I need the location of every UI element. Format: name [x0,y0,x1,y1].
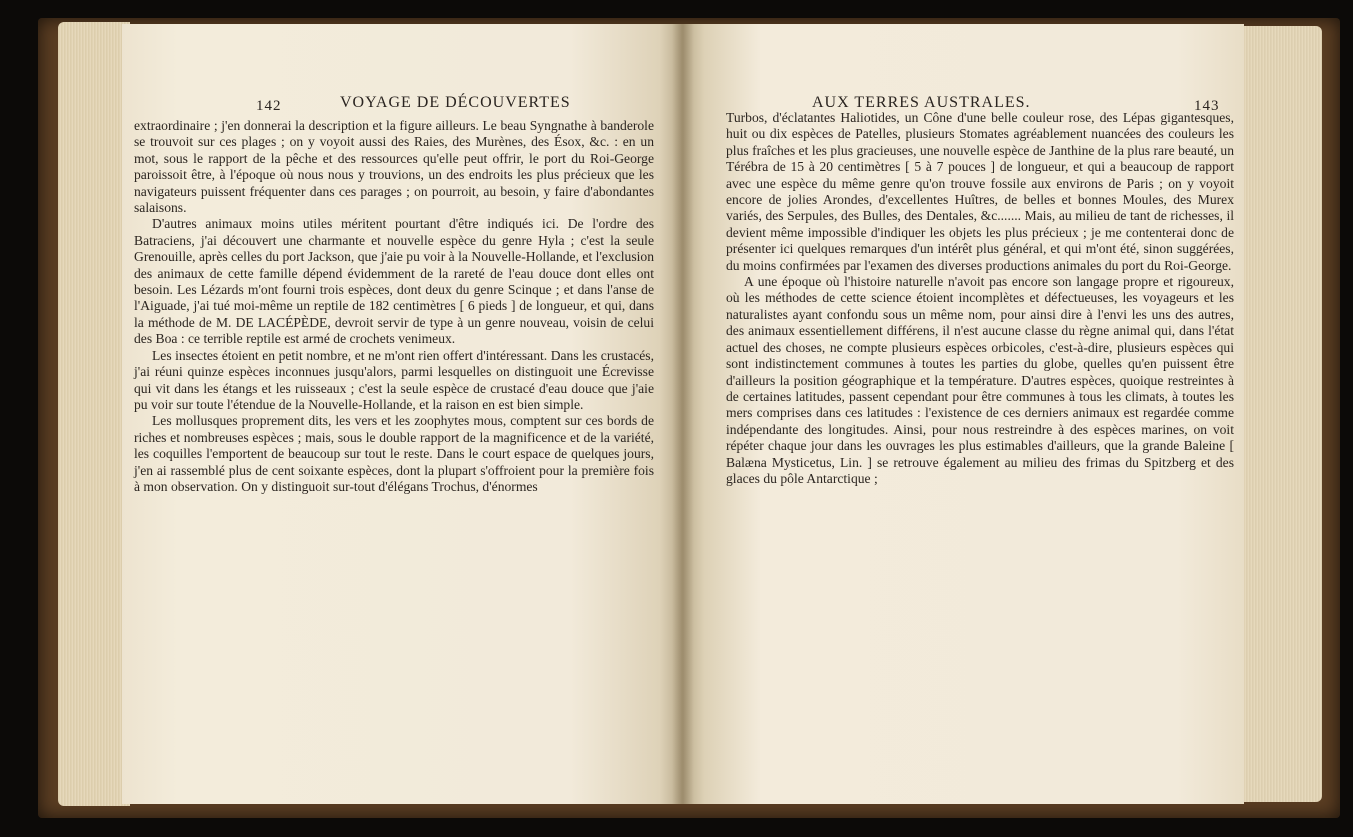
left-body-text [134,118,654,495]
left-page-header [122,88,682,118]
paragraph: Turbos, d'éclatantes Haliotides, un Cône d'une belle couleur rose, des Lépas gigantesques, huit ou dix espèces de Patelles, plusieurs Stomates agréablement nuancées des couleurs les plus fraîches et les plus gracieuses, une nouvelle espèce de Janthine de la plus rare beauté, un Térébra de 15 à 20 centimètres [ 5 à 7 pouces ] de longueur, et qui a beaucoup de rapport avec une espèce du même genre qu'on trouve fossile aux environs de Paris ; on y voyoit encore de jolies Arondes, d'excellentes Huîtres, de belles et bonnes Moules, des Murex variés, des Serpules, des Bulles, des Dentales, &c....... Mais, au milieu de tant de richesses, il devient même impossible d'indiquer les objets les plus précieux ; je me contenterai donc de présenter ici quelques remarques d'un intérêt plus général, et qui m'ont été, sinon suggérées, du moins confirmées par l'examen des diverses productions animales du port du Roi-George. [726,110,1234,273]
paragraph: Les insectes étoient en petit nombre, et ne m'ont rien offert d'intéressant. Dans les crustacés, j'ai réuni quinze espèces inconnues jusqu'alors, parmi lesquelles on distinguoit une Écrevisse qui vit dans les étangs et les ruisseaux ; c'est la seule espèce de crustacé d'eau douce que j'aie pu voir sur toute l'étendue de la Nouvelle-Hollande, et la raison en est bien simple. [134,347,654,412]
page-edges-right [1240,26,1322,802]
running-title: VOYAGE DE DÉCOUVERTES [340,94,571,111]
left-page [122,24,682,804]
paragraph: extraordinaire ; j'en donnerai la description et la figure ailleurs. Le beau Syngnathe à banderole se trouvoit sur ces plages ; on y voyoit aussi des Raies, des Murènes, des Ésox, &c. : en un mot, sous le rapport de la pêche et des ressources qu'elle peut offrir, le port du Roi-George paroissoit être, à l'époque où nous nous y trouvions, un des endroits les plus précieux que les navigateurs puissent fréquenter dans ces parages ; on pourroit, au besoin, y faire d'abondantes salaisons. [134,118,654,216]
paragraph: D'autres animaux moins utiles méritent pourtant d'être indiqués ici. De l'ordre des Batraciens, j'ai découvert une charmante et nouvelle espèce du genre Hyla ; c'est la seule Grenouille, après celles du port Jackson, que j'aie pu voir à la Nouvelle-Hollande, et l'exclusion des animaux de cette famille dépend évidemment de la rareté de l'eau douce dont elles ont besoin. Les Lézards m'ont fourni trois espèces, dont deux du genre Scinque ; et dans l'anse de l'Aiguade, j'ai tué moi-même un reptile de 182 centimètres [ 6 pieds ] de longueur, et qui, dans la méthode de M. DE LACÉPÈDE, devroit servir de type à un genre nouveau, voisin de celui des Boa : ce terrible reptile est armé de crochets venimeux. [134,216,654,347]
book-gutter [672,24,694,804]
page-edges-left [58,22,130,806]
paragraph: Les mollusques proprement dits, les vers et les zoophytes mous, comptent sur ces bords de riches et nombreuses espèces ; mais, sous le double rapport de la magnificence et de la variété, les coquilles l'emportent de beaucoup sur tout le reste. Dans le court espace de quelques jours, j'en ai rassemblé plus de cent soixante espèces, dont la plupart s'offroient pour la première fois à mon observation. On y distinguoit sur-tout d'élégans Trochus, d'énormes [134,413,654,494]
page-number: 143 [1194,98,1220,114]
right-page [682,24,1244,804]
page-number: 142 [256,98,282,114]
paragraph: A une époque où l'histoire naturelle n'avoit pas encore son langage propre et rigoureux, où les méthodes de cette science étoient incomplètes et défectueuses, les voyageurs et les naturalistes ayant confondu sous un même nom, pour ainsi dire à l'envi les uns des autres, des animaux essentiellement différens, il n'est aucune classe du règne animal qui, dans l'état actuel des choses, ne compte plusieurs espèces orbicoles, c'est-à-dire, plusieurs espèces qui sont indistinctement communes à toutes les parties du globe, quelles qu'en puissent être d'ailleurs la position géographique et la température. D'autres espèces, quoique restreintes à de certaines latitudes, passent cependant pour être communes à tous les climats, à toutes les mers comprises dans ces latitudes : l'existence de ces derniers animaux est regardée comme indépendante des longitudes. Ainsi, pour nous restreindre à des espèces marines, on voit répéter chaque jour dans les ouvrages les plus estimables d'ailleurs, que la grande Baleine [ Balæna Mysticetus, Lin. ] se retrouve également au milieu des frimas du Spitzberg et des glaces du pôle Antarctique ; [726,274,1234,486]
right-body-text [726,110,1234,487]
running-title: AUX TERRES AUSTRALES. [812,94,1031,111]
